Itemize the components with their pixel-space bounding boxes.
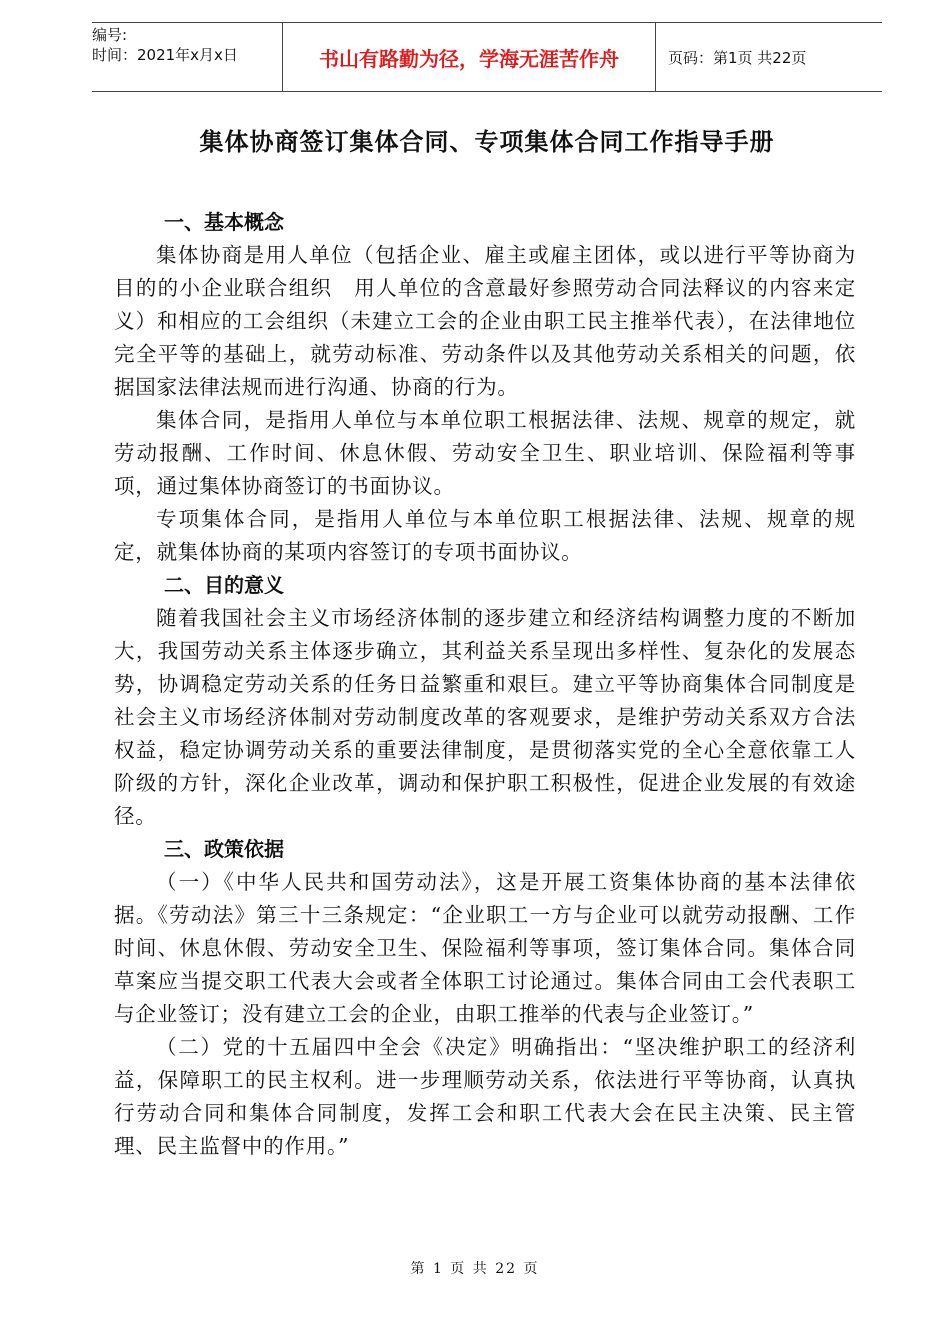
paragraph: 集体合同，是指用人单位与本单位职工根据法律、法规、规章的规定，就劳动报酬、工作时间、休息休假、劳动安全卫生、职业培训、保险福利等事项，通过集体协商签订的书面协议。	[114, 408, 856, 498]
paragraph: 随着我国社会主义市场经济体制的逐步建立和经济结构调整力度的不断加大，我国劳动关系主体逐步确立，其利益关系呈现出多样性、复杂化的发展态势，协调稳定劳动关系的任务日益繁重和艰巨。建立平等协商集体合同制度是社会主义市场经济体制对劳动制度改革的客观要求，是维护劳动关系双方合法权益，稳定协调劳动关系的重要法律制度，是贯彻落实党的全心全意依靠工人阶级的方针，深化企业改革，调动和保护职工积极性，促进企业发展的有效途径。	[114, 606, 856, 828]
paragraph: （一）《中华人民共和国劳动法》，这是开展工资集体协商的基本法律依据。《劳动法》第三十三条规定：“企业职工一方与企业可以就劳动报酬、工作时间、休息休假、劳动安全卫生、保险福利等事项，签订集体合同。集体合同草案应当提交职工代表大会或者全体职工讨论通过。集体合同由工会代表职工与企业签订；没有建立工会的企业，由职工推举的代表与企业签订。”	[114, 870, 856, 1026]
document-title: 集体协商签订集体合同、专项集体合同工作指导手册	[199, 128, 775, 156]
document-number-label: 编号:	[92, 26, 128, 44]
paragraph: 集体协商是用人单位（包括企业、雇主或雇主团体，或以进行平等协商为目的的小企业联合组织 用人单位的含意最好参照劳动合同法释议的内容来定义）和相应的工会组织（未建立工会的企业由职工民主推举代表），在法律地位完全平等的基础上，就劳动标准、劳动条件以及其他劳动关系相关的问题，依据国家法律法规而进行沟通、协商的行为。	[114, 243, 856, 399]
header-meta	[92, 23, 282, 91]
section-heading-purpose: 二、目的意义	[164, 573, 284, 597]
page-header	[92, 22, 882, 92]
paragraph: （二）党的十五届四中全会《决定》明确指出：“坚决维护职工的经济利益，保障职工的民主权利。进一步理顺劳动关系，依法进行平等协商，认真执行劳动合同和集体合同制度，发挥工会和职工代表大会在民主决策、民主管理、民主监督中的作用。”	[114, 1035, 856, 1158]
page-footer: 第 1 页 共 22 页	[410, 1261, 540, 1277]
document-time-label: 时间：2021年x月x日	[92, 46, 238, 64]
header-page-label: 页码：第1页 共22页	[668, 48, 807, 67]
header-motto: 书山有路勤为径，学海无涯苦作舟	[282, 23, 656, 91]
section-heading-concepts: 一、基本概念	[164, 210, 284, 234]
document-body	[114, 206, 856, 1163]
paragraph: 专项集体合同，是指用人单位与本单位职工根据法律、法规、规章的规定，就集体协商的某项内容签订的专项书面协议。	[114, 507, 856, 564]
section-heading-policy: 三、政策依据	[164, 837, 284, 861]
